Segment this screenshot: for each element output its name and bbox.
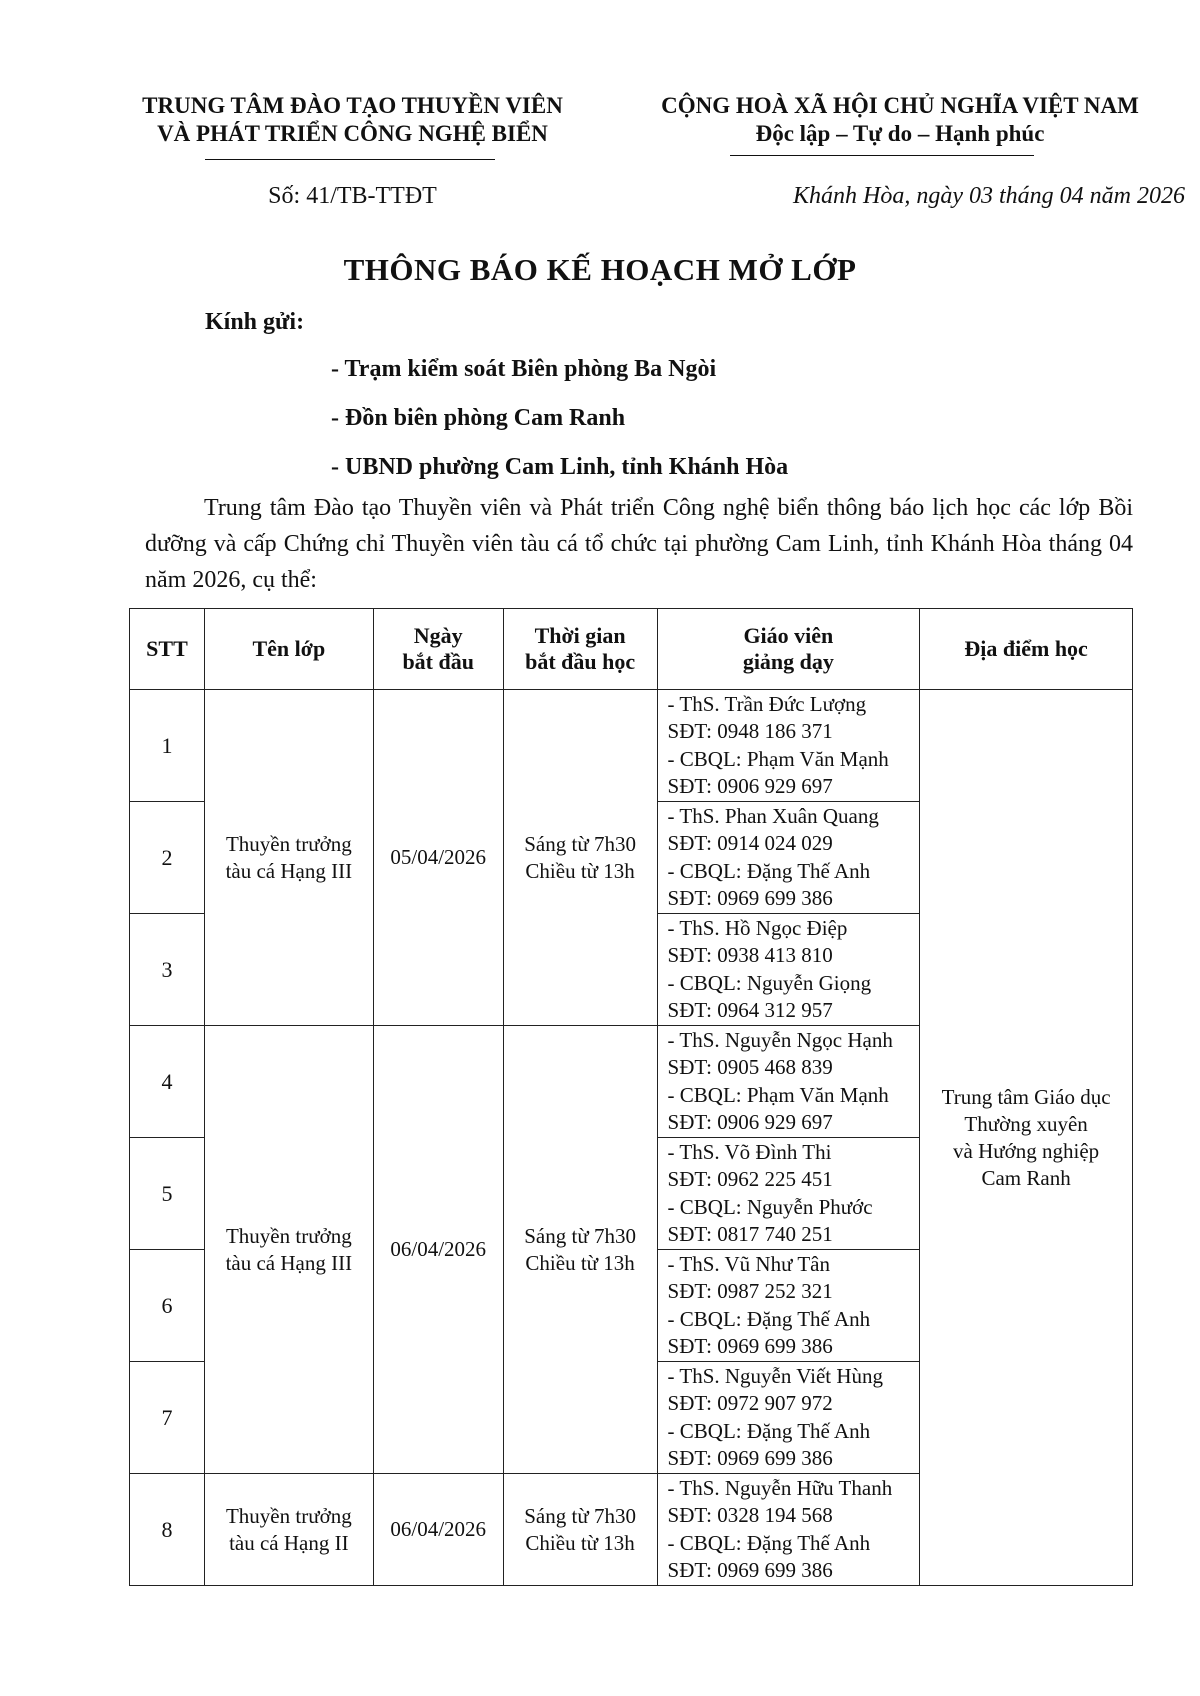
row-stt: 4 xyxy=(130,1026,205,1138)
row-stt: 6 xyxy=(130,1250,205,1362)
teachers-cell: - ThS. Phan Xuân Quang SĐT: 0914 024 029 - CBQL: Đặng Thế Anh SĐT: 0969 699 386 xyxy=(657,802,920,914)
place-date: Khánh Hòa, ngày 03 tháng 04 năm 2026 xyxy=(793,183,1185,209)
header-teachers: Giáo viên giảng dạy xyxy=(657,609,920,690)
row-stt: 5 xyxy=(130,1138,205,1250)
nation-name: CỘNG HOÀ XÃ HỘI CHỦ NGHĨA VIỆT NAM xyxy=(661,93,1139,118)
header-stt: STT xyxy=(130,609,205,690)
org-name-line1: TRUNG TÂM ĐÀO TẠO THUYỀN VIÊN xyxy=(142,93,563,118)
row-stt: 1 xyxy=(130,690,205,802)
org-underline xyxy=(205,159,495,160)
row-stt: 8 xyxy=(130,1474,205,1586)
teachers-cell: - ThS. Hồ Ngọc Điệp SĐT: 0938 413 810 - CBQL: Nguyễn Giọng SĐT: 0964 312 957 xyxy=(657,914,920,1026)
class-name-cell: Thuyền trưởng tàu cá Hạng III xyxy=(204,690,373,1026)
document-title: THÔNG BÁO KẾ HOẠCH MỞ LỚP xyxy=(343,252,857,287)
teachers-cell: - ThS. Võ Đình Thi SĐT: 0962 225 451 - CBQL: Nguyễn Phước SĐT: 0817 740 251 xyxy=(657,1138,920,1250)
salutation: Kính gửi: xyxy=(205,309,305,335)
location-cell: Trung tâm Giáo dục Thường xuyên và Hướng nghiệp Cam Ranh xyxy=(920,690,1133,1586)
row-stt: 2 xyxy=(130,802,205,914)
start-date-cell: 06/04/2026 xyxy=(373,1474,503,1586)
header-location: Địa điểm học xyxy=(920,609,1133,690)
header-start-date: Ngày bắt đầu xyxy=(373,609,503,690)
schedule-table xyxy=(129,608,1133,1586)
start-time-cell: Sáng từ 7h30 Chiều từ 13h xyxy=(503,1026,657,1474)
recipient-item: - Đồn biên phòng Cam Ranh xyxy=(331,405,626,431)
row-stt: 3 xyxy=(130,914,205,1026)
class-name-cell: Thuyền trưởng tàu cá Hạng III xyxy=(204,1026,373,1474)
teachers-cell: - ThS. Nguyễn Hữu Thanh SĐT: 0328 194 568 - CBQL: Đặng Thế Anh SĐT: 0969 699 386 xyxy=(657,1474,920,1586)
row-stt: 7 xyxy=(130,1362,205,1474)
teachers-cell: - ThS. Nguyễn Viết Hùng SĐT: 0972 907 972 - CBQL: Đặng Thế Anh SĐT: 0969 699 386 xyxy=(657,1362,920,1474)
class-name-cell: Thuyền trưởng tàu cá Hạng II xyxy=(204,1474,373,1586)
recipient-item: - UBND phường Cam Linh, tỉnh Khánh Hòa xyxy=(331,454,789,480)
teachers-cell: - ThS. Trần Đức Lượng SĐT: 0948 186 371 - CBQL: Phạm Văn Mạnh SĐT: 0906 929 697 xyxy=(657,690,920,802)
motto-underline xyxy=(730,155,1034,156)
document-number: Số: 41/TB-TTĐT xyxy=(268,183,437,209)
teachers-cell: - ThS. Nguyễn Ngọc Hạnh SĐT: 0905 468 839 - CBQL: Phạm Văn Mạnh SĐT: 0906 929 697 xyxy=(657,1026,920,1138)
start-date-cell: 05/04/2026 xyxy=(373,690,503,1026)
table-header-row xyxy=(130,609,1133,690)
header-class-name: Tên lớp xyxy=(204,609,373,690)
start-time-cell: Sáng từ 7h30 Chiều từ 13h xyxy=(503,1474,657,1586)
table-row xyxy=(130,690,1133,802)
national-header xyxy=(610,92,1190,148)
organization-header xyxy=(100,92,605,148)
start-date-cell: 06/04/2026 xyxy=(373,1026,503,1474)
intro-paragraph: Trung tâm Đào tạo Thuyền viên và Phát triển Công nghệ biển thông báo lịch học các lớp Bồi dưỡng và cấp Chứng chỉ Thuyền viên tàu cá tổ chức tại phường Cam Linh, tỉnh Khánh Hòa tháng 04 năm 2026, cụ thể: xyxy=(145,495,1133,593)
header-start-time: Thời gian bắt đầu học xyxy=(503,609,657,690)
recipient-item: - Trạm kiểm soát Biên phòng Ba Ngòi xyxy=(331,356,717,382)
national-motto: Độc lập – Tự do – Hạnh phúc xyxy=(755,121,1045,146)
start-time-cell: Sáng từ 7h30 Chiều từ 13h xyxy=(503,690,657,1026)
teachers-cell: - ThS. Vũ Như Tân SĐT: 0987 252 321 - CBQL: Đặng Thế Anh SĐT: 0969 699 386 xyxy=(657,1250,920,1362)
org-name-line2: VÀ PHÁT TRIỂN CÔNG NGHỆ BIỂN xyxy=(157,121,548,146)
